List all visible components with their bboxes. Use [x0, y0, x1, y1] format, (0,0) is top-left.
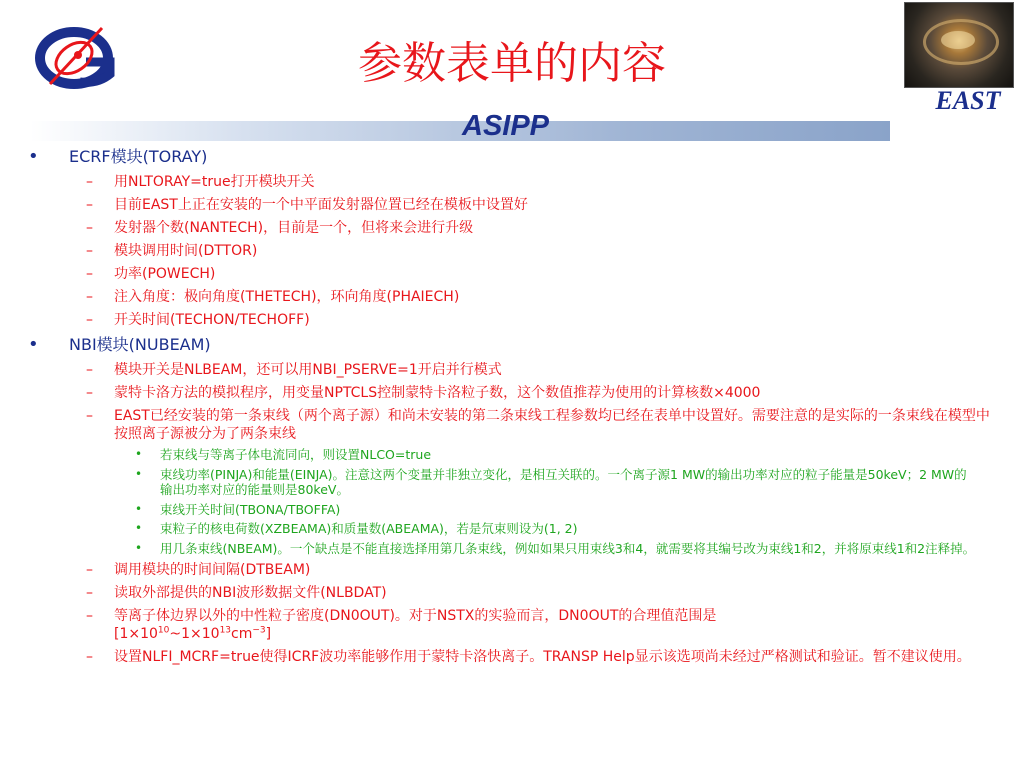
tokamak-photo	[904, 2, 1014, 88]
list-item: – 注入角度：极向角度(THETECH)，环向角度(PHAIECH)	[86, 289, 460, 305]
slide-content	[0, 143, 1024, 666]
bullet-icon: •	[135, 466, 143, 481]
dash-icon: –	[86, 243, 93, 259]
dash-icon: –	[86, 362, 93, 378]
list-item: – EAST已经安装的第一条束线（两个离子源）和尚未安装的第二条束线工程参数均已经在表单中设置好。需要注意的是实际的一条束线在模型中按照离子源被分为了两条束线	[86, 408, 990, 442]
bullet-icon: •	[135, 540, 143, 555]
sub-list-item: • 束粒子的核电荷数(XZBEAMA)和质量数(ABEAMA)，若是氘束则设为(1, 2)	[135, 521, 578, 536]
dash-icon: –	[86, 408, 93, 424]
bullet-icon: •	[135, 447, 143, 461]
dash-icon: –	[86, 608, 93, 624]
dash-icon: –	[86, 649, 93, 665]
sub-list-item: • 束线开关时间(TBONA/TBOFFA)	[135, 501, 341, 517]
dash-icon: –	[86, 312, 93, 328]
bullet-icon: •	[28, 146, 39, 167]
list-item: – 功率(POWECH)	[86, 266, 216, 282]
bullet-icon: •	[135, 501, 143, 516]
list-item: – 目前EAST上正在安装的一个中平面发射器位置已经在模板中设置好	[86, 197, 528, 213]
sub-list-item: • 束线功率(PINJA)和能量(EINJA)。注意这两个变量并非独立变化，是相互关联的。一个离子源1 MW的输出功率对应的粒子能量是50keV；2 MW的输出功率对应的能量则是80keV。	[135, 466, 967, 497]
asipp-label: ASIPP	[462, 110, 550, 142]
dash-icon: –	[86, 562, 93, 578]
list-item: – 用NLTORAY=true打开模块开关	[86, 174, 315, 190]
list-item: – 设置NLFI_MCRF=true使得ICRF波功率能够作用于蒙特卡洛快离子。TRANSP Help显示该选项尚未经过严格测试和验证。暂不建议使用。	[86, 649, 971, 665]
list-item-density: – 等离子体边界以外的中性粒子密度(DN0OUT)。对于NSTX的实验而言，DN0OUT的合理值范围是 $[1\times 10^{10}\sim 1\times 10^{13}cm^{-3}]$	[86, 608, 717, 642]
list-item: – 发射器个数(NANTECH)，目前是一个，但将来会进行升级	[86, 220, 474, 236]
bullet-icon: •	[28, 334, 39, 355]
ecrf-heading: • ECRF模块(TORAY)	[28, 146, 208, 167]
list-item: – 模块开关是NLBEAM，还可以用NBI_PSERVE=1开启并行模式	[86, 362, 502, 378]
dash-icon: –	[86, 197, 93, 213]
list-item: – 模块调用时间(DTTOR)	[86, 243, 258, 259]
list-item: – 蒙特卡洛方法的模拟程序，用变量NPTCLS控制蒙特卡洛粒子数，这个数值推荐为使用的计算核数×4000	[86, 385, 761, 401]
east-label: EAST	[935, 86, 1001, 115]
list-item: – 开关时间(TECHON/TECHOFF)	[86, 312, 310, 328]
slide-title: 参数表单的内容	[358, 38, 666, 89]
dash-icon: –	[86, 220, 93, 236]
sub-list-item: • 若束线与等离子体电流同向，则设置NLCO=true	[135, 447, 432, 462]
dash-icon: –	[86, 385, 93, 401]
sub-list-item: • 用几条束线(NBEAM)。一个缺点是不能直接选择用第几条束线，例如如果只用束线3和4，就需要将其编号改为束线1和2，并将原束线1和2注释掉。	[135, 540, 976, 556]
dash-icon: –	[86, 585, 93, 601]
bullet-icon: •	[135, 521, 143, 535]
list-item: – 调用模块的时间间隔(DTBEAM)	[86, 562, 311, 578]
dash-icon: –	[86, 174, 93, 190]
dash-icon: –	[86, 266, 93, 282]
list-item: – 读取外部提供的NBI波形数据文件(NLBDAT)	[86, 585, 387, 601]
dash-icon: –	[86, 289, 93, 305]
nbi-heading: • NBI模块(NUBEAM)	[28, 334, 211, 355]
header-bar	[30, 121, 890, 141]
